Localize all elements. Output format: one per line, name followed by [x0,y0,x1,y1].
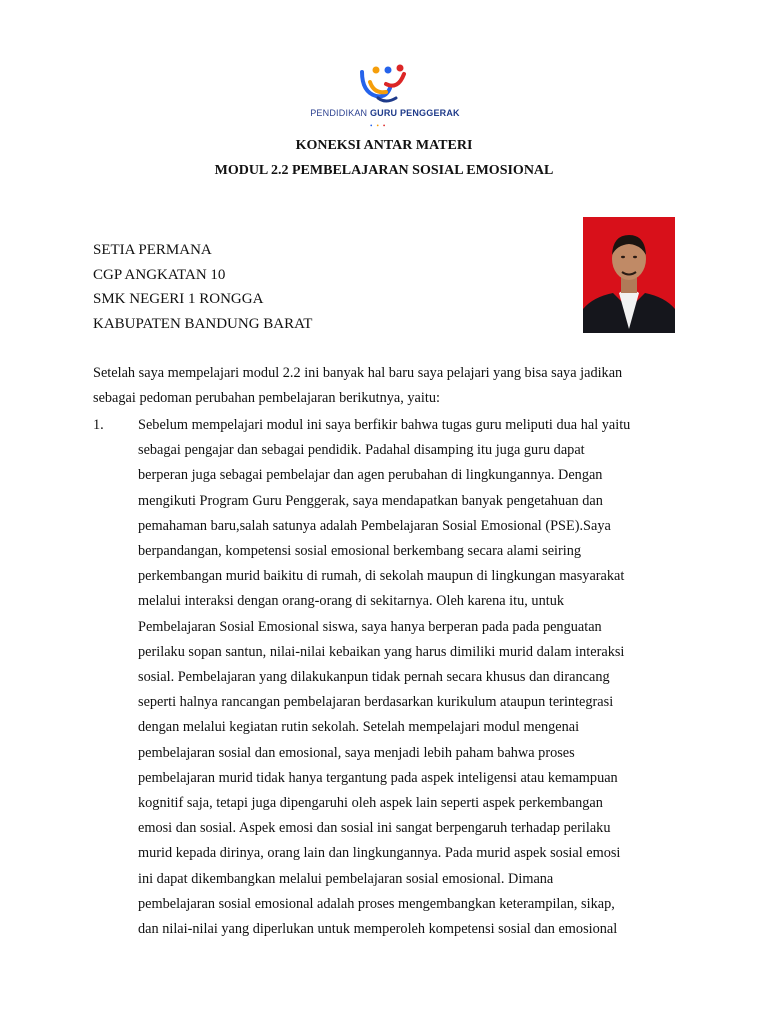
text-line: Sebelum mempelajari modul ini saya berfikir bahwa tugas guru meliputi dua hal yaitu [138,417,631,433]
logo-dot-orange: • [376,122,383,130]
author-photo [583,217,675,333]
intro-line: Setelah saya mempelajari modul 2.2 ini banyak hal baru saya pelajari yang bisa saya jadikan [93,365,623,381]
intro-paragraph [93,361,683,411]
intro-line: sebagai pedoman perubahan pembelajaran berikutnya, yaitu: [93,390,440,407]
text-line: ini dapat dikembangkan melalui pembelajaran sosial emosional. Dimana [138,870,554,887]
text-line: berpandangan, kompetensi sosial emosional berkembang secara alami seiring [138,543,582,560]
logo-text-bold: GURU PENGGERAK [369,108,460,118]
text-line: melalui interaksi dengan orang-orang di sekitarnya. Oleh karena itu, untuk [138,593,564,610]
author-identity [93,238,312,337]
text-line: pembelajaran murid tidak hanya tergantung pada aspek inteligensi atau kemampuan [138,769,618,786]
author-name: SETIA PERMANA [93,242,212,258]
text-line: dengan melalui kegiatan rutin sekolah. Setelah mempelajari modul mengenai [138,719,580,736]
logo-dot-red: • [382,122,390,130]
text-line: perilaku sopan santun, nilai-nilai kebaikan yang harus dimiliki murid dalam interaksi [138,643,625,660]
author-region: KABUPATEN BANDUNG BARAT [93,316,313,333]
guru-penggerak-logo [300,62,470,132]
text-line: seperti halnya rancangan pembelajaran berdasarkan kurikulum ataupun terintegrasi [138,694,614,711]
document-subtitle: MODUL 2.2 PEMBELAJARAN SOSIAL EMOSIONAL [214,163,554,178]
text-line: mengikuti Program Guru Penggerak, saya mendapatkan banyak pengetahuan dan [138,492,603,509]
text-line: perkembangan murid baikitu di rumah, di sekolah maupun di lingkungan masyarakat [138,568,625,585]
text-line: sosial. Pembelajaran yang dilakukanpun tidak pernah secara khusus dan dirancang [138,669,610,686]
text-line: berperan juga sebagai pembelajar dan agen perubahan di lingkungannya. Dengan [138,467,603,484]
text-line: sebagai pengajar dan sebagai pendidik. Padahal disamping itu juga guru dapat [138,442,585,459]
document-title: KONEKSI ANTAR MATERI [295,138,473,153]
text-line: emosi dan sosial. Aspek emosi dan sosial ini sangat berpengaruh terhadap perilaku [138,820,611,837]
text-line: Pembelajaran Sosial Emosional siswa, saya hanya berperan pada pada penguatan [138,618,602,635]
logo-text-light: PENDIDIKAN [310,108,368,118]
author-cohort: CGP ANGKATAN 10 [93,266,226,283]
text-line: dan nilai-nilai yang diperlukan untuk memperoleh kompetensi sosial dan emosional [138,921,618,938]
list-item-text [138,413,683,942]
author-school: SMK NEGERI 1 RONGGA [93,291,264,308]
logo-figure-icon [356,62,412,106]
logo-text [310,108,460,118]
text-line: murid kepada dirinya, orang lain dan lingkungannya. Pada murid aspek sosial emosi [138,845,621,862]
text-line: pemahaman baru,salah satunya adalah Pembelajaran Sosial Emosional (PSE).Saya [138,517,611,534]
text-line: pembelajaran sosial dan emosional, saya menjadi lebih paham bahwa proses [138,744,575,761]
logo-dots [370,122,389,130]
portrait-icon [583,217,675,333]
logo-dot-blue: • [370,122,377,130]
list-item-number: 1. [93,417,104,433]
text-line: kognitif saja, tetapi juga dipengaruhi oleh aspek lain seperti aspek perkembangan [138,795,603,812]
text-line: pembelajaran sosial emosional adalah proses mengembangkan keterampilan, sikap, [138,895,615,912]
